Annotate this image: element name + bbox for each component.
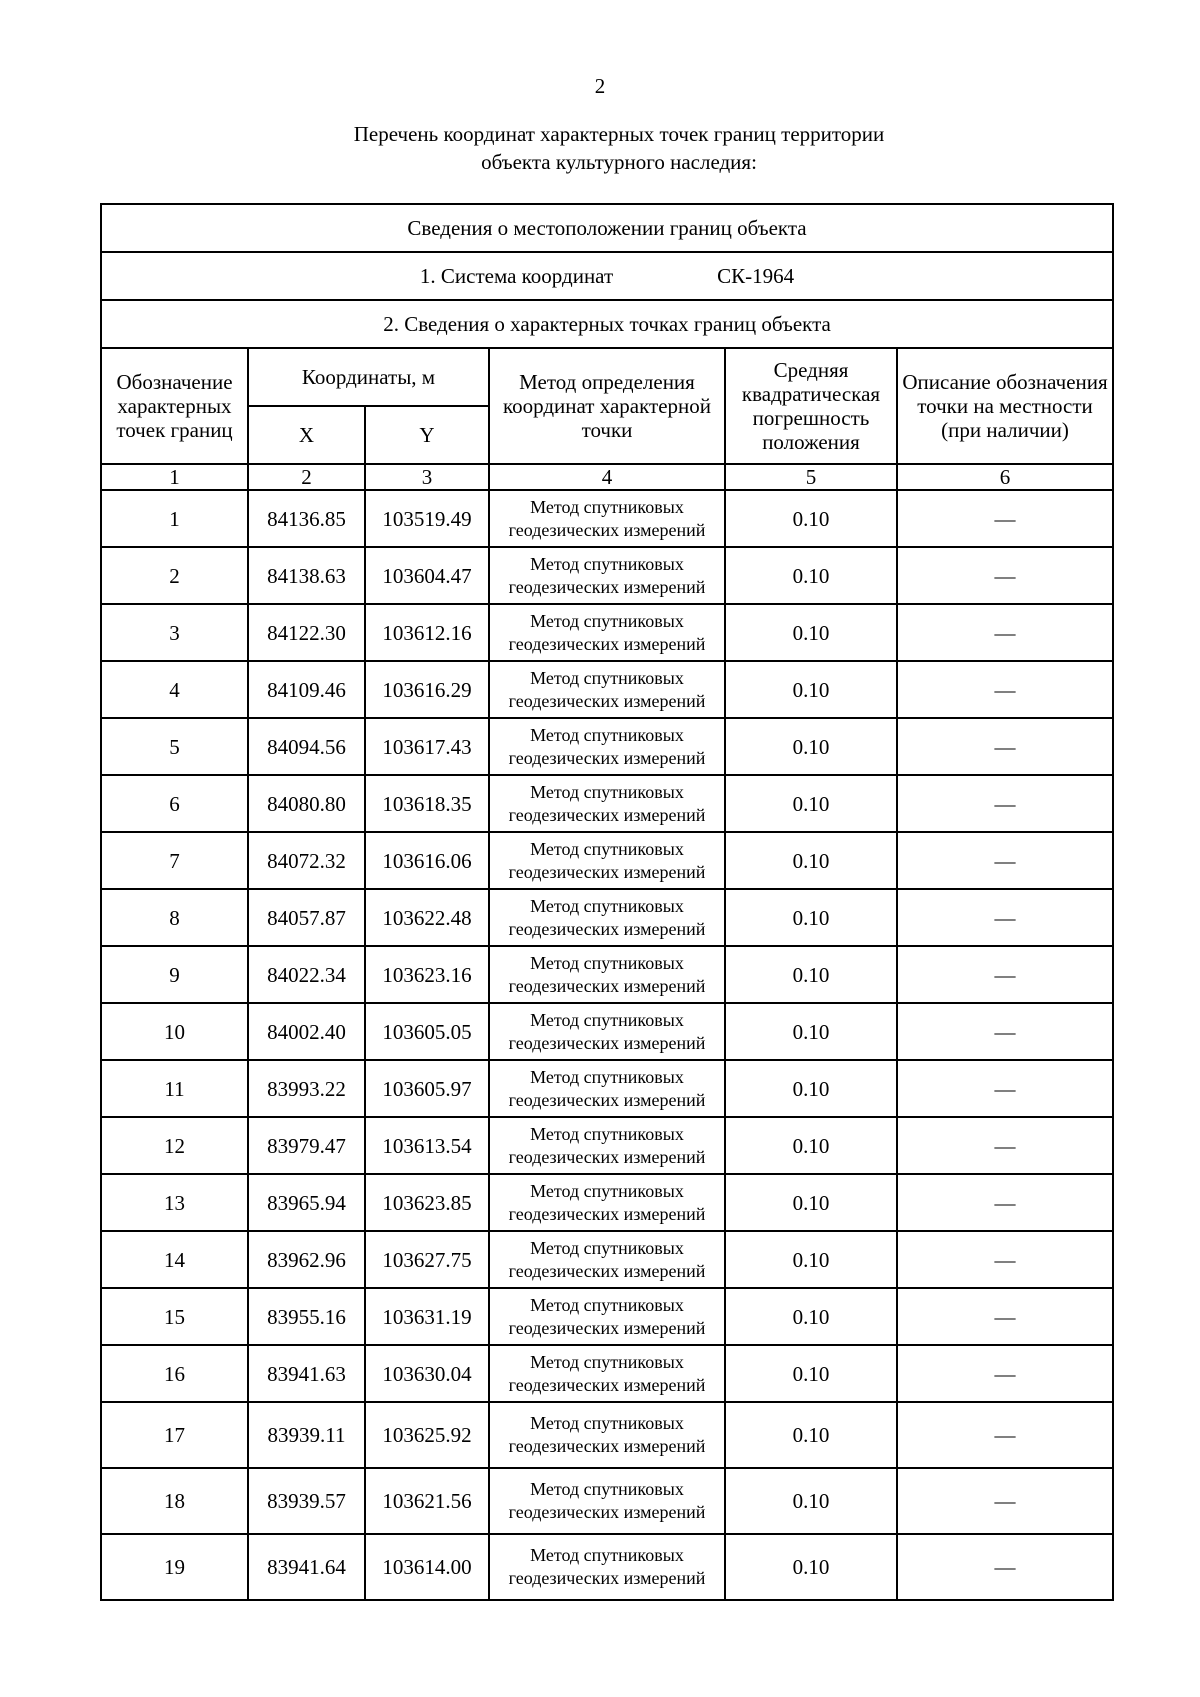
table-row — [101, 775, 1113, 832]
method-line-1: Метод спутниковых — [530, 781, 684, 802]
method — [489, 718, 725, 775]
table-row — [101, 1060, 1113, 1117]
point-number: 14 — [101, 1231, 248, 1288]
position-error: 0.10 — [725, 1003, 897, 1060]
coordinate-x: 84072.32 — [248, 832, 365, 889]
method-line-1: Метод спутниковых — [530, 724, 684, 745]
method-line-2: геодезических измерений — [508, 918, 706, 939]
method-line-2: геодезических измерений — [508, 633, 706, 654]
method-line-1: Метод спутниковых — [530, 1545, 684, 1565]
table-row — [101, 547, 1113, 604]
point-description: — — [897, 1174, 1113, 1231]
column-number: 2 — [248, 464, 365, 490]
coordinate-y: 103604.47 — [365, 547, 489, 604]
coordinate-system-value: СК-1964 — [717, 264, 795, 288]
point-description: — — [897, 604, 1113, 661]
method-line-2: геодезических измерений — [508, 1203, 706, 1224]
method-line-1: Метод спутниковых — [530, 496, 684, 517]
method — [489, 547, 725, 604]
point-number: 19 — [101, 1534, 248, 1600]
page-number: 2 — [594, 74, 606, 98]
column-number: 4 — [489, 464, 725, 490]
table-row — [101, 1534, 1113, 1600]
point-description: — — [897, 1402, 1113, 1468]
header-coordinates: Координаты, м — [248, 348, 489, 406]
coordinate-x: 83939.57 — [248, 1468, 365, 1534]
table-row — [101, 718, 1113, 775]
coordinate-system-label: 1. Система координат — [419, 264, 614, 288]
coordinate-x: 83955.16 — [248, 1288, 365, 1345]
table-row — [101, 490, 1113, 547]
method-line-2: геодезических измерений — [508, 690, 706, 711]
point-number: 9 — [101, 946, 248, 1003]
coordinate-x: 84136.85 — [248, 490, 365, 547]
table-row — [101, 1468, 1113, 1534]
method-line-1: Метод спутниковых — [530, 838, 684, 859]
coordinate-x: 83941.64 — [248, 1534, 365, 1600]
point-number: 1 — [101, 490, 248, 547]
header-x: X — [248, 406, 365, 464]
method-line-1: Метод спутниковых — [530, 1009, 684, 1030]
point-number: 8 — [101, 889, 248, 946]
method-line-2: геодезических измерений — [508, 747, 706, 768]
point-number: 12 — [101, 1117, 248, 1174]
method-line-1: Метод спутниковых — [530, 895, 684, 916]
method — [489, 1288, 725, 1345]
method — [489, 1060, 725, 1117]
position-error: 0.10 — [725, 832, 897, 889]
column-number: 5 — [725, 464, 897, 490]
coordinate-y: 103612.16 — [365, 604, 489, 661]
method — [489, 604, 725, 661]
coordinate-y: 103627.75 — [365, 1231, 489, 1288]
position-error: 0.10 — [725, 604, 897, 661]
point-description: — — [897, 1534, 1113, 1600]
table-row — [101, 1174, 1113, 1231]
point-number: 17 — [101, 1402, 248, 1468]
point-description: — — [897, 1345, 1113, 1402]
point-number: 4 — [101, 661, 248, 718]
table-row — [101, 1345, 1113, 1402]
document-title-line-2: объекта культурного наследия: — [481, 150, 757, 174]
table-row — [101, 1003, 1113, 1060]
coordinate-x: 84080.80 — [248, 775, 365, 832]
method-line-1: Метод спутниковых — [530, 667, 684, 688]
coordinates-table — [100, 203, 1114, 1601]
method-line-2: геодезических измерений — [508, 1146, 706, 1167]
method-line-2: геодезических измерений — [508, 804, 706, 825]
coordinate-x: 83941.63 — [248, 1345, 365, 1402]
position-error: 0.10 — [725, 1402, 897, 1468]
method — [489, 1534, 725, 1600]
coordinate-x: 84002.40 — [248, 1003, 365, 1060]
coordinate-y: 103630.04 — [365, 1345, 489, 1402]
header-y: Y — [365, 406, 489, 464]
coordinate-x: 83939.11 — [248, 1402, 365, 1468]
point-number: 11 — [101, 1060, 248, 1117]
coordinate-y: 103616.29 — [365, 661, 489, 718]
column-number: 6 — [897, 464, 1113, 490]
table-row — [101, 889, 1113, 946]
column-numbers-row — [101, 464, 1113, 490]
method — [489, 1174, 725, 1231]
position-error: 0.10 — [725, 1288, 897, 1345]
method-line-1: Метод спутниковых — [530, 1123, 684, 1144]
coordinate-y: 103614.00 — [365, 1534, 489, 1600]
point-number: 15 — [101, 1288, 248, 1345]
point-description: — — [897, 832, 1113, 889]
method-line-1: Метод спутниковых — [530, 553, 684, 574]
point-description: — — [897, 1003, 1113, 1060]
method-line-2: геодезических измерений — [508, 1502, 706, 1522]
table-row — [101, 1402, 1113, 1468]
coordinate-x: 84109.46 — [248, 661, 365, 718]
point-number: 13 — [101, 1174, 248, 1231]
position-error: 0.10 — [725, 1534, 897, 1600]
position-error: 0.10 — [725, 1117, 897, 1174]
method-line-2: геодезических измерений — [508, 1436, 706, 1456]
table-banner: Сведения о местоположении границ объекта — [101, 204, 1113, 252]
point-description: — — [897, 1060, 1113, 1117]
points-section-heading: 2. Сведения о характерных точках границ объекта — [101, 300, 1113, 348]
method — [489, 1003, 725, 1060]
method-line-1: Метод спутниковых — [530, 952, 684, 973]
position-error: 0.10 — [725, 946, 897, 1003]
coordinate-y: 103625.92 — [365, 1402, 489, 1468]
column-number: 3 — [365, 464, 489, 490]
coordinate-x: 84138.63 — [248, 547, 365, 604]
position-error: 0.10 — [725, 1060, 897, 1117]
coordinate-x: 83962.96 — [248, 1231, 365, 1288]
point-description: — — [897, 1231, 1113, 1288]
point-description: — — [897, 1117, 1113, 1174]
method-line-1: Метод спутниковых — [530, 1351, 684, 1372]
point-description: — — [897, 661, 1113, 718]
point-number: 2 — [101, 547, 248, 604]
point-number: 6 — [101, 775, 248, 832]
coordinate-y: 103605.97 — [365, 1060, 489, 1117]
point-number: 16 — [101, 1345, 248, 1402]
header-description: Описание обозначения точки на местности (при наличии) — [897, 348, 1113, 464]
table-row — [101, 1117, 1113, 1174]
coordinate-x: 84022.34 — [248, 946, 365, 1003]
position-error: 0.10 — [725, 1231, 897, 1288]
method-line-2: геодезических измерений — [508, 576, 706, 597]
table-row — [101, 604, 1113, 661]
header-designation: Обозначение характерных точек границ — [101, 348, 248, 464]
method — [489, 946, 725, 1003]
table-row — [101, 1231, 1113, 1288]
coordinate-y: 103616.06 — [365, 832, 489, 889]
header-method: Метод определения координат характерной точки — [489, 348, 725, 464]
coordinate-y: 103621.56 — [365, 1468, 489, 1534]
method-line-2: геодезических измерений — [508, 1260, 706, 1281]
coordinate-x: 84057.87 — [248, 889, 365, 946]
method-line-2: геодезических измерений — [508, 1568, 706, 1588]
method-line-2: геодезических измерений — [508, 1089, 706, 1110]
point-description: — — [897, 490, 1113, 547]
document-title-line-1: Перечень координат характерных точек границ территории — [353, 122, 885, 146]
method-line-2: геодезических измерений — [508, 975, 706, 996]
method-line-2: геодезических измерений — [508, 1317, 706, 1338]
table-row — [101, 832, 1113, 889]
coordinate-y: 103519.49 — [365, 490, 489, 547]
point-description: — — [897, 775, 1113, 832]
method — [489, 661, 725, 718]
coordinate-x: 84094.56 — [248, 718, 365, 775]
position-error: 0.10 — [725, 889, 897, 946]
header-error: Средняя квадратическая погрешность положения — [725, 348, 897, 464]
method — [489, 1468, 725, 1534]
point-number: 18 — [101, 1468, 248, 1534]
point-description: — — [897, 1288, 1113, 1345]
coordinate-y: 103605.05 — [365, 1003, 489, 1060]
method — [489, 775, 725, 832]
coordinate-y: 103617.43 — [365, 718, 489, 775]
column-number: 1 — [101, 464, 248, 490]
method-line-1: Метод спутниковых — [530, 1413, 684, 1433]
point-number: 5 — [101, 718, 248, 775]
coordinate-x: 83993.22 — [248, 1060, 365, 1117]
point-number: 10 — [101, 1003, 248, 1060]
position-error: 0.10 — [725, 661, 897, 718]
method — [489, 1402, 725, 1468]
method-line-2: геодезических измерений — [508, 1032, 706, 1053]
point-description: — — [897, 1468, 1113, 1534]
coordinate-y: 103618.35 — [365, 775, 489, 832]
method-line-1: Метод спутниковых — [530, 1180, 684, 1201]
point-description: — — [897, 547, 1113, 604]
table-row — [101, 1288, 1113, 1345]
point-number: 7 — [101, 832, 248, 889]
coordinate-y: 103622.48 — [365, 889, 489, 946]
coordinate-x: 84122.30 — [248, 604, 365, 661]
point-number: 3 — [101, 604, 248, 661]
method-line-1: Метод спутниковых — [530, 1237, 684, 1258]
coordinate-y: 103613.54 — [365, 1117, 489, 1174]
coordinate-y: 103623.16 — [365, 946, 489, 1003]
coordinate-y: 103623.85 — [365, 1174, 489, 1231]
point-description: — — [897, 889, 1113, 946]
coordinate-y: 103631.19 — [365, 1288, 489, 1345]
method-line-2: геодезических измерений — [508, 1374, 706, 1395]
position-error: 0.10 — [725, 1345, 897, 1402]
coordinate-system-row — [101, 252, 1113, 300]
position-error: 0.10 — [725, 1468, 897, 1534]
position-error: 0.10 — [725, 775, 897, 832]
method-line-1: Метод спутниковых — [530, 1066, 684, 1087]
coordinate-x: 83965.94 — [248, 1174, 365, 1231]
method — [489, 832, 725, 889]
table-row — [101, 946, 1113, 1003]
method-line-1: Метод спутниковых — [530, 1294, 684, 1315]
method — [489, 1231, 725, 1288]
point-description: — — [897, 718, 1113, 775]
method-line-1: Метод спутниковых — [530, 610, 684, 631]
position-error: 0.10 — [725, 490, 897, 547]
method — [489, 1117, 725, 1174]
method — [489, 490, 725, 547]
method — [489, 889, 725, 946]
table-row — [101, 661, 1113, 718]
coordinate-x: 83979.47 — [248, 1117, 365, 1174]
position-error: 0.10 — [725, 1174, 897, 1231]
method-line-1: Метод спутниковых — [530, 1479, 684, 1499]
method-line-2: геодезических измерений — [508, 519, 706, 540]
position-error: 0.10 — [725, 547, 897, 604]
position-error: 0.10 — [725, 718, 897, 775]
method-line-2: геодезических измерений — [508, 861, 706, 882]
method — [489, 1345, 725, 1402]
document-title — [0, 120, 1200, 176]
point-description: — — [897, 946, 1113, 1003]
